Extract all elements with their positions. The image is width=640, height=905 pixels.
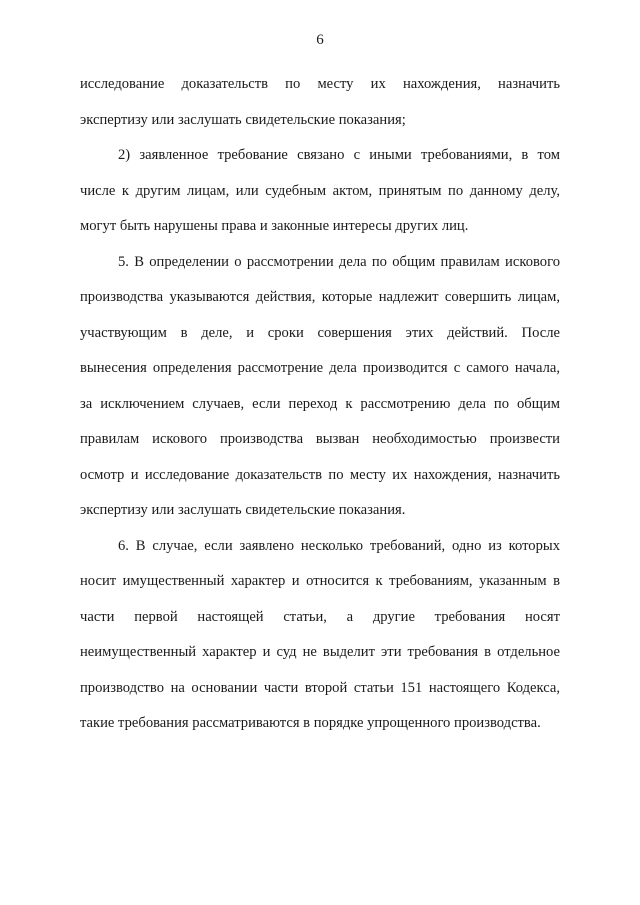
paragraph-continuation	[80, 67, 560, 138]
text-line: числе к другим лицам, или судебным актом, принятым по данному делу,	[80, 182, 560, 199]
text-line: вынесения определения рассмотрение дела производится с самого начала,	[80, 360, 560, 376]
text-line: исследование доказательств по месту их нахождения, назначить	[80, 76, 560, 92]
text-line: 5. В определении о рассмотрении дела по общим правилам искового	[118, 253, 560, 270]
text-line: участвующим в деле, и сроки совершения этих действий. После	[80, 324, 560, 341]
text-line: неимущественный характер и суд не выделит эти требования в отдельное	[80, 644, 560, 660]
text-line: производство на основании части второй статьи 151 настоящего Кодекса,	[80, 679, 560, 696]
paragraph-part-6	[80, 529, 560, 742]
text-line: могут быть нарушены права и законные интересы других лиц.	[80, 218, 469, 234]
text-line: за исключением случаев, если переход к рассмотрению дела по общим	[80, 395, 560, 412]
paragraph-part-5	[80, 245, 560, 529]
text-line: правилам искового производства вызван необходимостью произвести	[80, 431, 560, 447]
text-line: 2) заявленное требование связано с иными требованиями, в том	[118, 147, 560, 163]
page-number: 6	[316, 32, 324, 48]
text-line: носит имущественный характер и относится к требованиям, указанным в	[80, 573, 560, 589]
text-line: 6. В случае, если заявлено несколько требований, одно из которых	[118, 537, 560, 554]
text-line: производства указываются действия, которые надлежит совершить лицам,	[80, 289, 560, 305]
text-line: части первой настоящей статьи, а другие требования носят	[80, 608, 560, 625]
paragraph-item-2	[80, 138, 560, 245]
text-line: осмотр и исследование доказательств по месту их нахождения, назначить	[80, 466, 560, 483]
text-line: экспертизу или заслушать свидетельские показания;	[80, 111, 406, 128]
document-body	[80, 67, 560, 742]
text-line: такие требования рассматриваются в порядке упрощенного производства.	[80, 715, 541, 731]
text-line: экспертизу или заслушать свидетельские показания.	[80, 502, 406, 518]
